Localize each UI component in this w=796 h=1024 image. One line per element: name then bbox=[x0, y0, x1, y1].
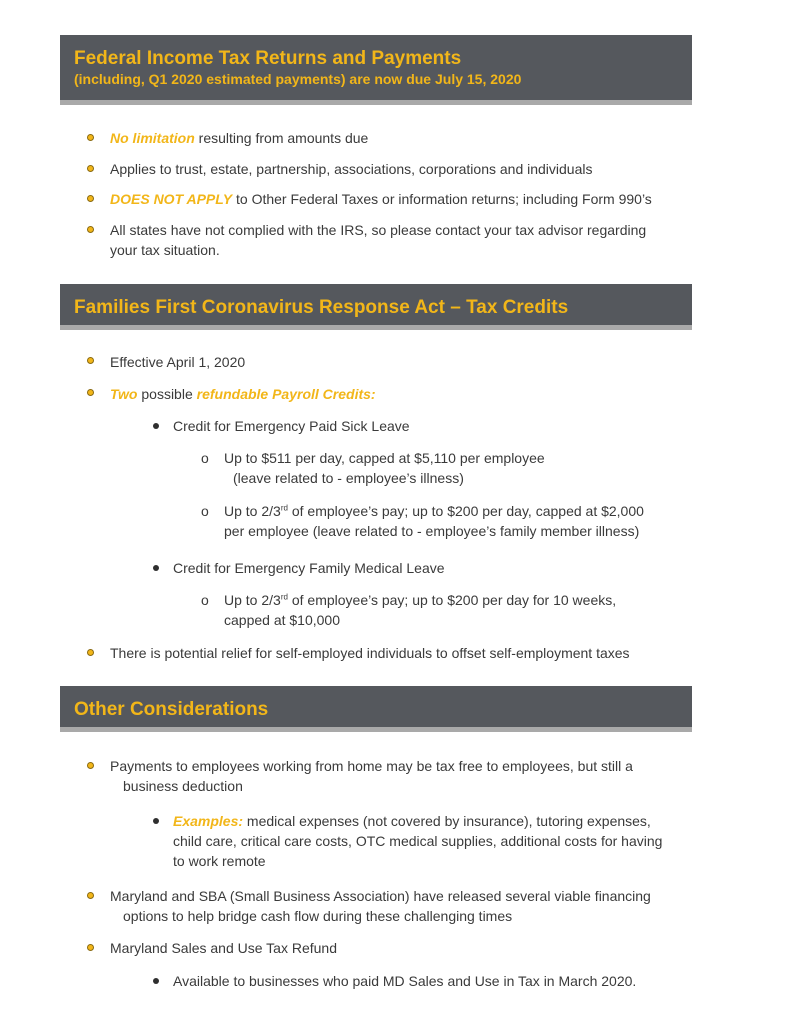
dot-bullet-icon bbox=[153, 565, 159, 571]
o-bullet-icon: o bbox=[201, 450, 209, 466]
circle-bullet-icon bbox=[87, 389, 94, 396]
list-item: Two possible refundable Payroll Credits: bbox=[110, 386, 376, 402]
section-header-other-considerations bbox=[60, 686, 692, 732]
o-bullet-icon: o bbox=[201, 503, 209, 519]
list-item: Applies to trust, estate, partnership, associations, corporations and individuals bbox=[110, 161, 593, 177]
circle-bullet-icon bbox=[87, 226, 94, 233]
section-header-federal-tax bbox=[60, 35, 692, 105]
circle-bullet-icon bbox=[87, 357, 94, 364]
list-item: Payments to employees working from home may be tax free to employees, but still a business deduction bbox=[110, 758, 633, 794]
highlight-text: No limitation bbox=[110, 130, 195, 146]
dot-bullet-icon bbox=[153, 423, 159, 429]
list-item: Up to 2/3rd of employee’s pay; up to $200 per day for 10 weeks, capped at $10,000 bbox=[224, 592, 617, 628]
list-item: Available to businesses who paid MD Sales and Use in Tax in March 2020. bbox=[173, 973, 637, 989]
list-item: Effective April 1, 2020 bbox=[110, 354, 246, 370]
circle-bullet-icon bbox=[87, 134, 94, 141]
list-item: Examples: medical expenses (not covered by insurance), tutoring expenses, child care, critical care costs, OTC medical supplies, additional costs for having to work remote bbox=[173, 813, 663, 869]
section-subtitle: (including, Q1 2020 estimated payments) are now due July 15, 2020 bbox=[74, 71, 522, 87]
highlight-text: DOES NOT APPLY bbox=[110, 191, 233, 207]
circle-bullet-icon bbox=[87, 944, 94, 951]
list-item: DOES NOT APPLY to Other Federal Taxes or information returns; including Form 990’s bbox=[110, 191, 652, 207]
list-item: Up to $511 per day, capped at $5,110 per employee (leave related to - employee’s illness) bbox=[224, 450, 545, 486]
highlight-text: Two bbox=[110, 386, 138, 402]
list-item: All states have not complied with the IRS, so please contact your tax advisor regarding your tax situation. bbox=[110, 222, 647, 258]
list-item: Up to 2/3rd of employee’s pay; up to $200 per day, capped at $2,000 per employee (leave related to - employee’s family member illness) bbox=[224, 503, 644, 539]
list-item: Credit for Emergency Paid Sick Leave bbox=[173, 418, 410, 434]
circle-bullet-icon bbox=[87, 892, 94, 899]
list-item: Credit for Emergency Family Medical Leave bbox=[173, 560, 445, 576]
section-title: Families First Coronavirus Response Act – Tax Credits bbox=[74, 297, 569, 318]
list-item: Maryland Sales and Use Tax Refund bbox=[110, 940, 337, 956]
dot-bullet-icon bbox=[153, 978, 159, 984]
section-title: Other Considerations bbox=[74, 699, 269, 720]
circle-bullet-icon bbox=[87, 762, 94, 769]
list-item: No limitation resulting from amounts due bbox=[110, 130, 369, 146]
dot-bullet-icon bbox=[153, 818, 159, 824]
highlight-text: refundable Payroll Credits: bbox=[196, 386, 376, 402]
list-item: There is potential relief for self-employed individuals to offset self-employment taxes bbox=[110, 645, 630, 661]
o-bullet-icon: o bbox=[201, 592, 209, 608]
circle-bullet-icon bbox=[87, 165, 94, 172]
highlight-text: Examples: bbox=[173, 813, 244, 829]
circle-bullet-icon bbox=[87, 649, 94, 656]
circle-bullet-icon bbox=[87, 195, 94, 202]
section-title: Federal Income Tax Returns and Payments bbox=[74, 48, 462, 69]
section-header-families-first bbox=[60, 284, 692, 330]
list-item: Maryland and SBA (Small Business Association) have released several viable financing options to help bridge cash flow during these challenging times bbox=[110, 888, 651, 924]
